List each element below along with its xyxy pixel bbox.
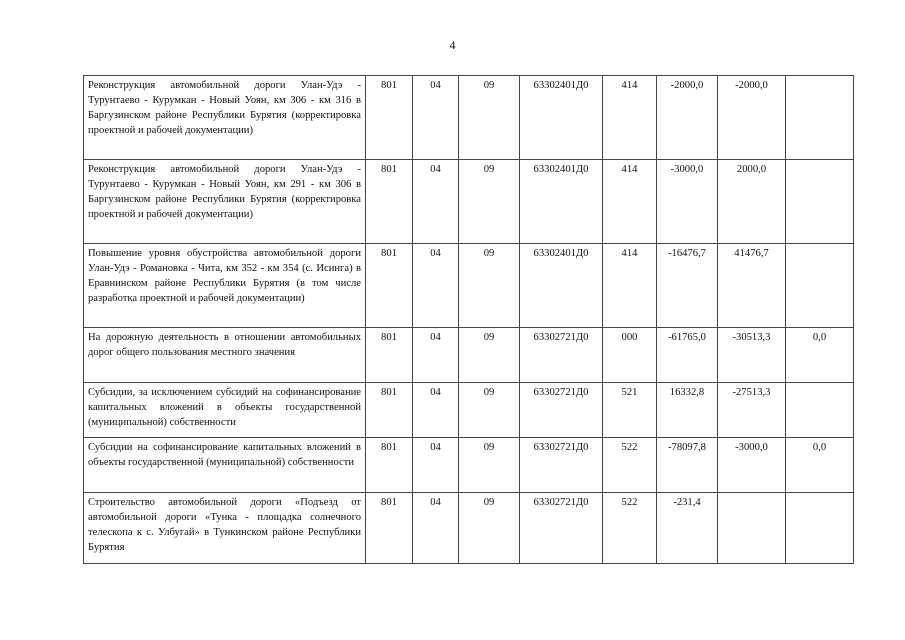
row-description: На дорожную деятельность в отношении автомобильных дорог общего пользования местного значения xyxy=(84,328,366,383)
amount-1: -78097,8 xyxy=(657,438,718,493)
amount-2: -27513,3 xyxy=(718,383,786,438)
section-code: 04 xyxy=(413,438,459,493)
subsection-code: 09 xyxy=(459,328,520,383)
amount-3 xyxy=(786,160,854,244)
table-row xyxy=(84,244,854,328)
department-code: 801 xyxy=(366,438,413,493)
target-article-code: 63302401Д0 xyxy=(520,76,603,160)
row-description: Реконструкция автомобильной дороги Улан-Удэ - Турунтаево - Курумкан - Новый Уоян, км 291 - км 306 в Баргузинском районе Республики Бурятия (корректировка проектной и рабочей документации) xyxy=(84,160,366,244)
table-row xyxy=(84,160,854,244)
expense-type-code: 000 xyxy=(603,328,657,383)
page-number: 4 xyxy=(449,38,456,52)
department-code: 801 xyxy=(366,493,413,564)
target-article-code: 63302401Д0 xyxy=(520,160,603,244)
amount-1: -3000,0 xyxy=(657,160,718,244)
row-description: Строительство автомобильной дороги «Подъезд от автомобильной дороги «Тунка - площадка солнечного телескопа к с. Улбугай» в Тункинском районе Республики Бурятия xyxy=(84,493,366,564)
amount-2: -2000,0 xyxy=(718,76,786,160)
amount-1: -231,4 xyxy=(657,493,718,564)
amount-2: 2000,0 xyxy=(718,160,786,244)
row-description: Повышение уровня обустройства автомобильной дороги Улан-Удэ - Романовка - Чита, км 352 - км 354 (с. Исинга) в Еравнинском районе Республики Бурятия (в том числе разработка проектной и рабочей документации) xyxy=(84,244,366,328)
subsection-code: 09 xyxy=(459,438,520,493)
department-code: 801 xyxy=(366,76,413,160)
budget-table xyxy=(83,75,854,564)
subsection-code: 09 xyxy=(459,76,520,160)
section-code: 04 xyxy=(413,328,459,383)
amount-2 xyxy=(718,493,786,564)
amount-3: 0,0 xyxy=(786,328,854,383)
amount-3 xyxy=(786,244,854,328)
section-code: 04 xyxy=(413,244,459,328)
subsection-code: 09 xyxy=(459,244,520,328)
amount-1: 16332,8 xyxy=(657,383,718,438)
amount-1: -16476,7 xyxy=(657,244,718,328)
department-code: 801 xyxy=(366,160,413,244)
section-code: 04 xyxy=(413,76,459,160)
target-article-code: 63302721Д0 xyxy=(520,493,603,564)
department-code: 801 xyxy=(366,244,413,328)
target-article-code: 63302721Д0 xyxy=(520,438,603,493)
table-row xyxy=(84,438,854,493)
table-row xyxy=(84,493,854,564)
table-row xyxy=(84,76,854,160)
section-code: 04 xyxy=(413,160,459,244)
section-code: 04 xyxy=(413,493,459,564)
amount-1: -2000,0 xyxy=(657,76,718,160)
expense-type-code: 522 xyxy=(603,438,657,493)
target-article-code: 63302721Д0 xyxy=(520,328,603,383)
expense-type-code: 414 xyxy=(603,160,657,244)
target-article-code: 63302401Д0 xyxy=(520,244,603,328)
amount-2: -3000,0 xyxy=(718,438,786,493)
amount-3 xyxy=(786,493,854,564)
subsection-code: 09 xyxy=(459,160,520,244)
subsection-code: 09 xyxy=(459,493,520,564)
row-description: Реконструкция автомобильной дороги Улан-Удэ - Турунтаево - Курумкан - Новый Уоян, км 306 - км 316 в Баргузинском районе Республики Бурятия (корректировка проектной и рабочей документации) xyxy=(84,76,366,160)
amount-3: 0,0 xyxy=(786,438,854,493)
subsection-code: 09 xyxy=(459,383,520,438)
target-article-code: 63302721Д0 xyxy=(520,383,603,438)
expense-type-code: 414 xyxy=(603,244,657,328)
row-description: Субсидии, за исключением субсидий на софинансирование капитальных вложений в объекты государственной (муниципальной) собственности xyxy=(84,383,366,438)
amount-2: 41476,7 xyxy=(718,244,786,328)
department-code: 801 xyxy=(366,328,413,383)
department-code: 801 xyxy=(366,383,413,438)
expense-type-code: 521 xyxy=(603,383,657,438)
expense-type-code: 522 xyxy=(603,493,657,564)
expense-type-code: 414 xyxy=(603,76,657,160)
table-row xyxy=(84,383,854,438)
amount-2: -30513,3 xyxy=(718,328,786,383)
amount-3 xyxy=(786,383,854,438)
amount-3 xyxy=(786,76,854,160)
section-code: 04 xyxy=(413,383,459,438)
table-row xyxy=(84,328,854,383)
row-description: Субсидии на софинансирование капитальных вложений в объекты государственной (муниципальной) собственности xyxy=(84,438,366,493)
amount-1: -61765,0 xyxy=(657,328,718,383)
